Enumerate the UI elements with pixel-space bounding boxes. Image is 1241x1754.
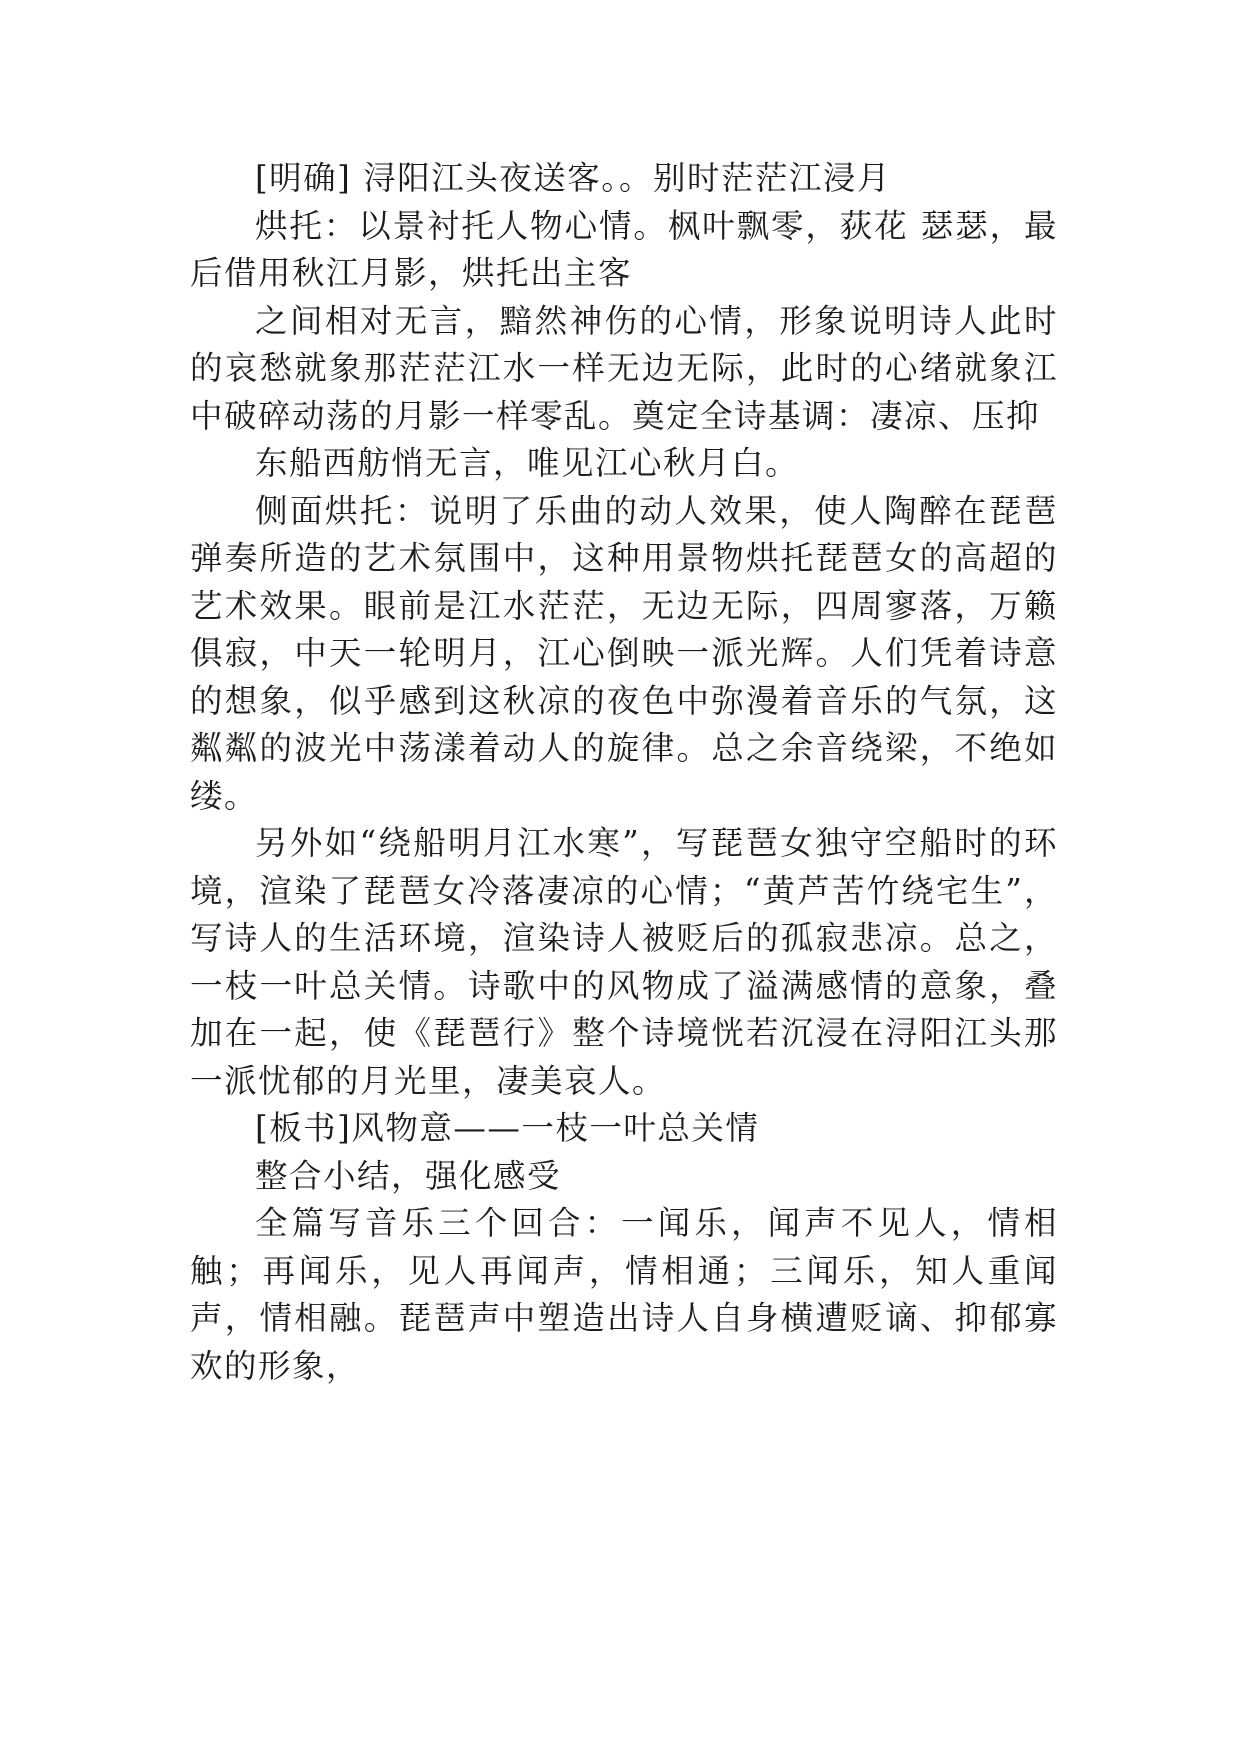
paragraph-zhujian: 之间相对无言，黯然神伤的心情，形象说明诗人此时的哀愁就象那茫茫江水一样无边无际，此时的心绪就象江中破碎动荡的月影一样零乱。奠定全诗基调：凄凉、压抑 bbox=[190, 301, 1058, 435]
paragraph-banshu: [板书]风物意——一枝一叶总关情 bbox=[255, 1109, 760, 1147]
paragraph-summary-heading: 整合小结，强化感受 bbox=[255, 1156, 562, 1195]
paragraph-poem-line: 东船西舫悄无言，唯见江心秋月白。 bbox=[255, 444, 800, 482]
paragraph-three-rounds: 全篇写音乐三个回合：一闻乐，闻声不见人，情相触；再闻乐，见人再闻声，情相通；三闻乐，知人重闻声，情相融。琵琶声中塑造出诗人自身横遭贬谪、抑郁寡欢的形象， bbox=[190, 1204, 1058, 1385]
paragraph-hongtuo: 烘托：以景衬托人物心情。枫叶飘零，荻花 瑟瑟，最后借用秋江月影，烘托出主客 bbox=[190, 206, 1058, 292]
paragraph-cemian-hongtuo: 侧面烘托：说明了乐曲的动人效果，使人陶醉在琵琶弹奏所造的艺术氛围中，这种用景物烘托琵琶女的高超的艺术效果。眼前是江水茫茫，无边无际，四周寥落，万籁俱寂，中天一轮明月，江心倒映一派光辉。人们凭着诗意的想象，似乎感到这秋凉的夜色中弥漫着音乐的气氛，这粼粼的波光中荡漾着动人的旋律。总之余音绕梁，不绝如缕。 bbox=[190, 491, 1058, 815]
paragraph-mingque: [明确] 浔阳江头夜送客。。别时茫茫江浸月 bbox=[255, 159, 891, 197]
paragraph-lingwai: 另外如“绕船明月江水寒”，写琵琶女独守空船时的环境，渲染了琵琶女冷落凄凉的心情；“黄芦苦竹绕宅生”，写诗人的生活环境，渲染诗人被贬后的孤寂悲凉。总之，一枝一叶总关情。诗歌中的风物成了溢满感情的意象，叠加在一起，使《琵琶行》整个诗境恍若沉浸在浔阳江头那一派忧郁的月光里，凄美哀人。 bbox=[190, 824, 1058, 1100]
document-body bbox=[190, 155, 1058, 1390]
